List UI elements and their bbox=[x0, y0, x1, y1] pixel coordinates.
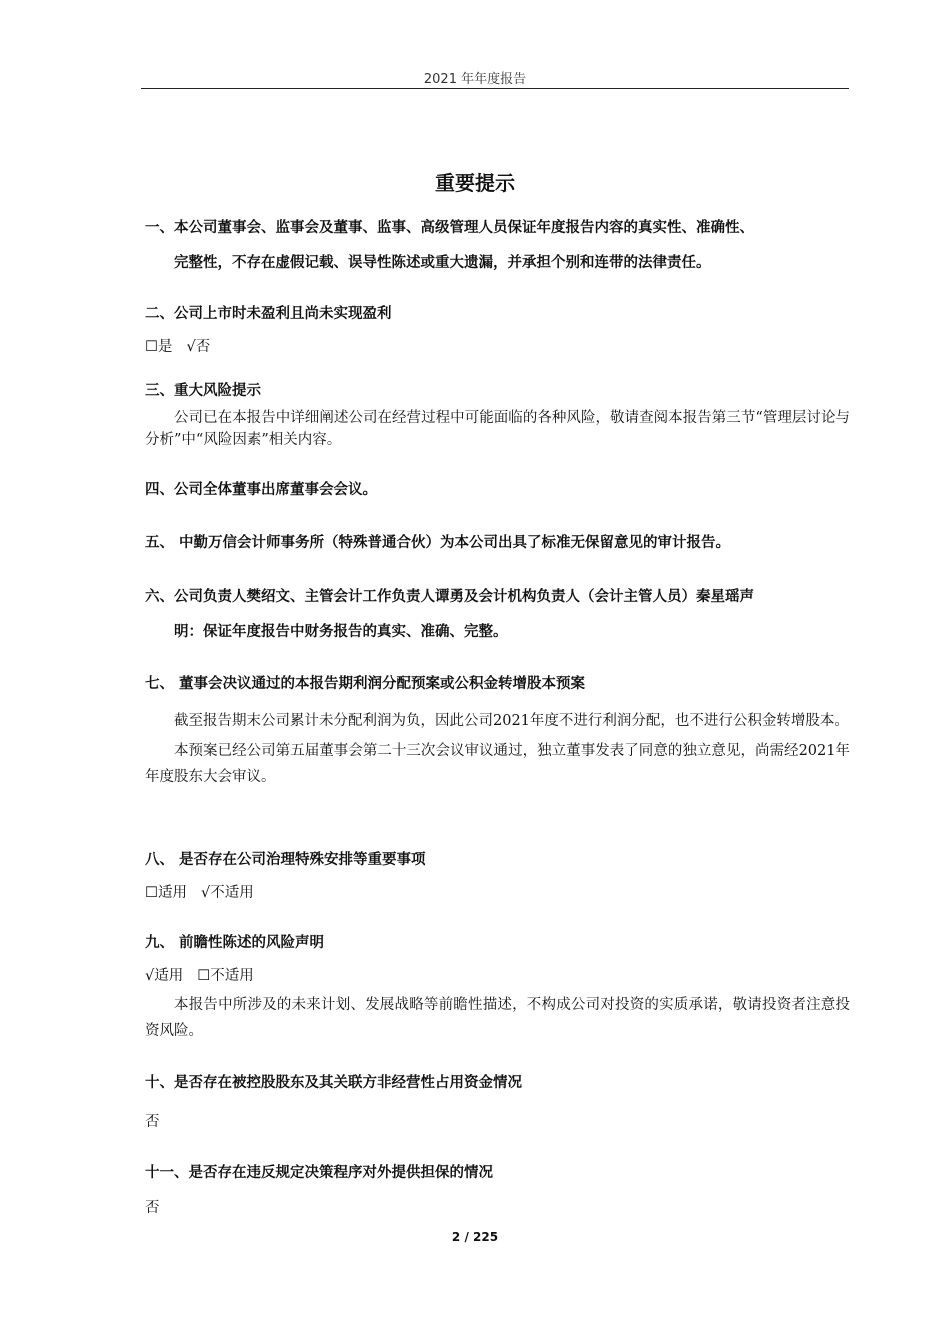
section-7-paragraph-1: 截至报告期末公司累计未分配利润为负，因此公司2021年度不进行利润分配，也不进行公积金转增股本。 bbox=[174, 713, 849, 729]
section-4 bbox=[145, 480, 850, 500]
section-5-heading: 五、 中勤万信会计师事务所（特殊普通合伙）为本公司出具了标准无保留意见的审计报告。 bbox=[145, 535, 731, 551]
section-1 bbox=[145, 218, 850, 273]
section-3 bbox=[145, 381, 850, 451]
option-no: √否 bbox=[186, 339, 211, 355]
section-9-heading: 九、 前瞻性陈述的风险声明 bbox=[145, 935, 325, 951]
section-11-answer: 否 bbox=[145, 1200, 160, 1216]
section-7-heading: 七、 董事会决议通过的本报告期利润分配预案或公积金转增股本预案 bbox=[145, 676, 586, 692]
option-yes: ☐是 bbox=[145, 339, 173, 355]
section-9-paragraph: 本报告中所涉及的未来计划、发展战略等前瞻性描述，不构成公司对投资的实质承诺，敬请投资者注意投资风险。 bbox=[145, 997, 850, 1039]
section-10 bbox=[145, 1073, 850, 1132]
section-11-heading: 十一、是否存在违反规定决策程序对外提供担保的情况 bbox=[145, 1165, 493, 1181]
section-8 bbox=[145, 850, 850, 903]
section-8-options bbox=[145, 883, 850, 903]
option-not-applicable: √不适用 bbox=[201, 885, 254, 901]
section-6-line-2: 明：保证年度报告中财务报告的真实、准确、完整。 bbox=[174, 624, 508, 640]
running-header: 2021 年年度报告 bbox=[423, 72, 527, 87]
section-9 bbox=[145, 933, 850, 1044]
section-11 bbox=[145, 1163, 850, 1218]
section-5 bbox=[145, 533, 850, 553]
section-8-heading: 八、 是否存在公司治理特殊安排等重要事项 bbox=[145, 852, 426, 868]
section-1-line-2: 完整性，不存在虚假记载、误导性陈述或重大遗漏，并承担个别和连带的法律责任。 bbox=[174, 255, 711, 271]
section-2-heading: 二、公司上市时未盈利且尚未实现盈利 bbox=[145, 306, 392, 322]
option-applicable: √适用 bbox=[145, 968, 184, 984]
section-3-paragraph: 公司已在本报告中详细阐述公司在经营过程中可能面临的各种风险，敬请查阅本报告第三节“管理层讨论与分析”中“风险因素”相关内容。 bbox=[145, 410, 850, 448]
section-1-line-1: 一、本公司董事会、监事会及董事、监事、高级管理人员保证年度报告内容的真实性、准确性、 bbox=[145, 220, 754, 236]
section-7 bbox=[145, 674, 850, 790]
section-2-options bbox=[145, 337, 850, 357]
option-applicable: ☐适用 bbox=[145, 885, 187, 901]
page-title: 重要提示 bbox=[435, 171, 515, 195]
section-10-heading: 十、是否存在被控股股东及其关联方非经营性占用资金情况 bbox=[145, 1075, 522, 1091]
section-6-line-1: 六、公司负责人樊绍文、主管会计工作负责人谭勇及会计机构负责人（会计主管人员）秦星瑶声 bbox=[145, 589, 754, 605]
section-7-paragraph-2: 本预案已经公司第五届董事会第二十三次会议审议通过，独立董事发表了同意的独立意见，尚需经2021年年度股东大会审议。 bbox=[145, 743, 850, 785]
section-2 bbox=[145, 304, 850, 357]
option-not-applicable: ☐不适用 bbox=[197, 968, 254, 984]
section-6 bbox=[145, 587, 850, 642]
section-9-options bbox=[145, 966, 850, 986]
header-divider bbox=[141, 88, 849, 89]
section-4-heading: 四、公司全体董事出席董事会会议。 bbox=[145, 482, 377, 498]
section-3-heading: 三、重大风险提示 bbox=[145, 383, 261, 399]
section-10-answer: 否 bbox=[145, 1114, 160, 1130]
page-number: 2 / 225 bbox=[451, 1230, 499, 1244]
